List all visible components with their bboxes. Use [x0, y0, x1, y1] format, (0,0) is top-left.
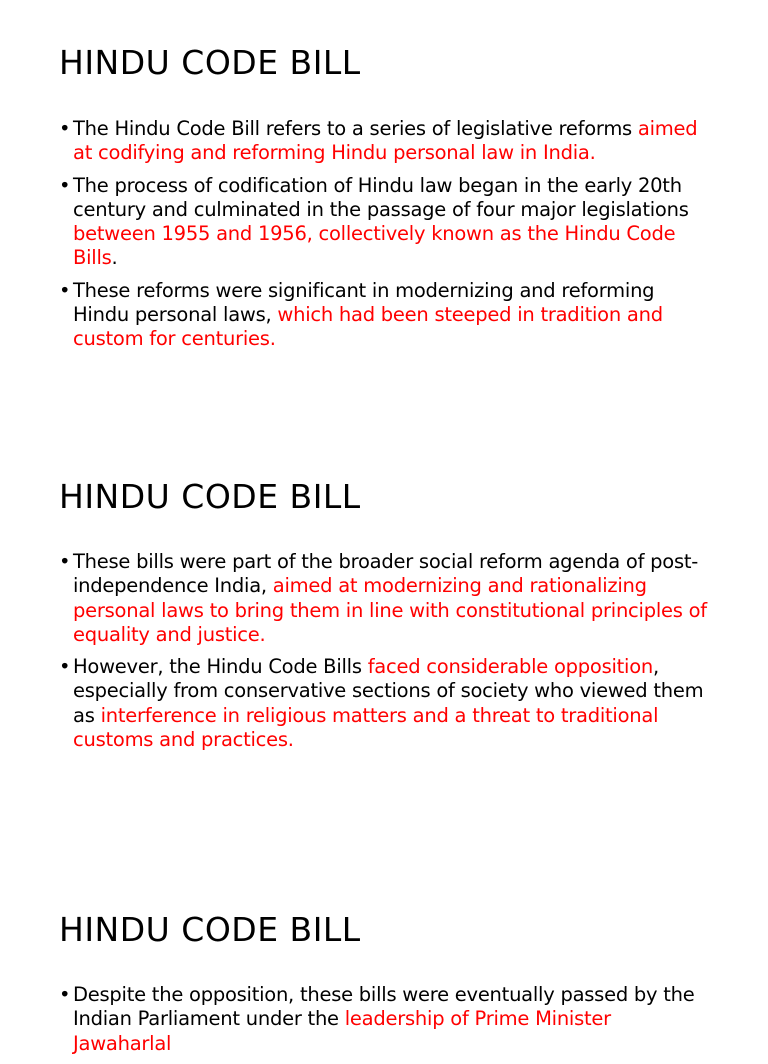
bullet-item — [59, 983, 711, 1056]
bullet-text: . — [111, 246, 118, 270]
bullet-text: Despite the opposition, these bills were eventually passed by the Indian Parliament under the — [73, 983, 695, 1031]
bullet-list — [59, 117, 711, 360]
bullet-list — [59, 550, 711, 760]
bullet-highlight-text: which had been steeped in tradition and custom for centuries. — [73, 303, 663, 351]
slide-title: HINDU CODE BILL — [59, 910, 361, 949]
bullet-text: These bills were part of the broader social reform agenda of post-independence India, — [73, 550, 699, 598]
bullet-list — [59, 983, 711, 1064]
bullet-text: The Hindu Code Bill refers to a series of legislative reforms — [73, 117, 638, 140]
bullet-highlight-text: aimed at codifying and reforming Hindu personal law in India. — [73, 117, 698, 165]
bullet-highlight-text: interference in religious matters and a threat to traditional customs and practices. — [73, 703, 659, 752]
bullet-item — [59, 550, 711, 647]
bullet-highlight-text: between 1955 and 1956, collectively known as the Hindu Code Bills — [73, 222, 676, 270]
bullet-highlight-text: faced considerable opposition — [367, 655, 654, 679]
bullet-text: , especially from conservative sections of society who viewed them as — [73, 655, 704, 727]
bullet-item — [59, 117, 711, 166]
bullet-highlight-text: aimed at modernizing and rationalizing personal laws to bring them in line with constitutional principles of equality and justice. — [73, 574, 707, 646]
bullet-item — [59, 174, 711, 271]
bullet-highlight-text: leadership of Prime Minister Jawaharlal — [73, 1007, 611, 1055]
bullet-item — [59, 279, 711, 352]
slide-title: HINDU CODE BILL — [59, 43, 361, 82]
bullet-text: The process of codification of Hindu law began in the early 20th century and culminated in the passage of four major legislations — [73, 173, 689, 221]
bullet-text: These reforms were significant in modernizing and reforming Hindu personal laws, — [73, 278, 655, 327]
bullet-text: However, the Hindu Code Bills — [73, 655, 368, 679]
bullet-item — [59, 655, 711, 752]
slide-title: HINDU CODE BILL — [59, 477, 361, 516]
